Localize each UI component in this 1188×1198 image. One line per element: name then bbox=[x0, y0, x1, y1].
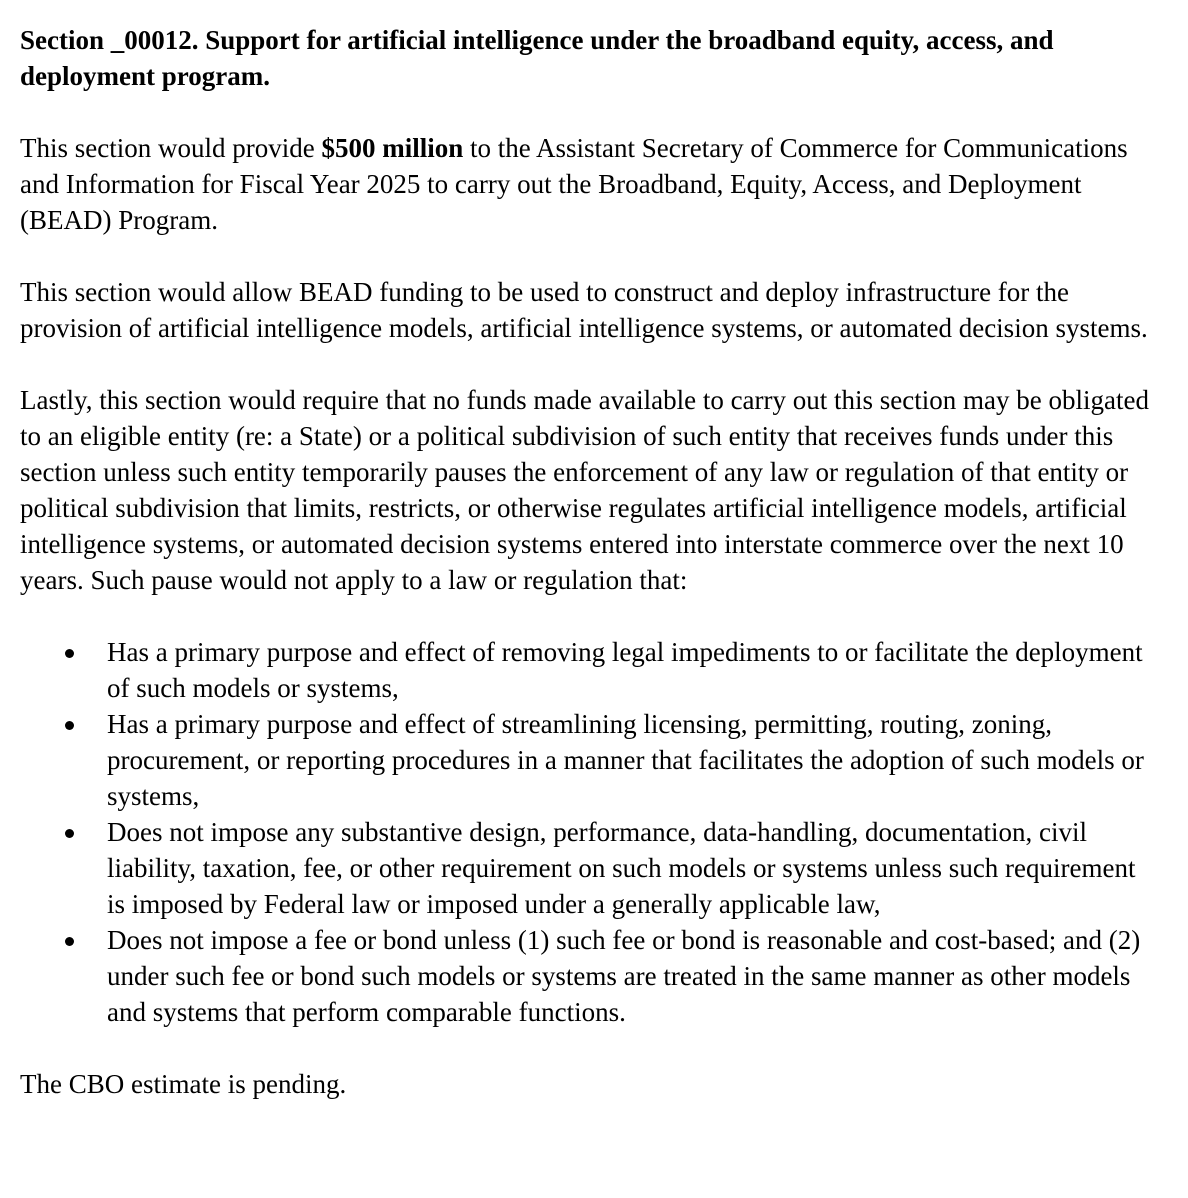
list-item: Has a primary purpose and effect of removing legal impediments to or facilitate the deployment of such models or systems, bbox=[107, 634, 1152, 706]
bead-use-paragraph: This section would allow BEAD funding to be used to construct and deploy infrastructure for the provision of artificial intelligence models, artificial intelligence systems, or automated decision systems. bbox=[20, 277, 1148, 343]
funding-text-before: This section would provide bbox=[20, 133, 322, 163]
document bbox=[20, 22, 1152, 1138]
section-title: Section _00012. Support for artificial intelligence under the broadband equity, access, and deployment program. bbox=[20, 25, 1054, 91]
funding-paragraph bbox=[20, 130, 1152, 238]
exceptions-list bbox=[20, 634, 1152, 1030]
pause-requirement-paragraph: Lastly, this section would require that no funds made available to carry out this section may be obligated to an eligible entity (re: a State) or a political subdivision of such entity that receives funds under this section unless such entity temporarily pauses the enforcement of any law or regulation of that entity or political subdivision that limits, restricts, or otherwise regulates artificial intelligence models, artificial intelligence systems, or automated decision systems entered into interstate commerce over the next 10 years. Such pause would not apply to a law or regulation that: bbox=[20, 385, 1149, 595]
list-item: Does not impose a fee or bond unless (1) such fee or bond is reasonable and cost-based; and (2) under such fee or bond such models or systems are treated in the same manner as other models and systems that perform comparable functions. bbox=[107, 922, 1152, 1030]
cbo-estimate-note: The CBO estimate is pending. bbox=[20, 1069, 347, 1099]
funding-text-after: to the Assistant Secretary of Commerce for Communications and Information for Fiscal Year 2025 to carry out the Broadband, Equity, Access, and Deployment (BEAD) Program. bbox=[20, 133, 1128, 235]
list-item: Does not impose any substantive design, performance, data-handling, documentation, civil liability, taxation, fee, or other requirement on such models or systems unless such requirement is imposed by Federal law or imposed under a generally applicable law, bbox=[107, 814, 1152, 922]
funding-amount: $500 million bbox=[321, 133, 464, 163]
list-item: Has a primary purpose and effect of streamlining licensing, permitting, routing, zoning, procurement, or reporting procedures in a manner that facilitates the adoption of such models or systems, bbox=[107, 706, 1152, 814]
